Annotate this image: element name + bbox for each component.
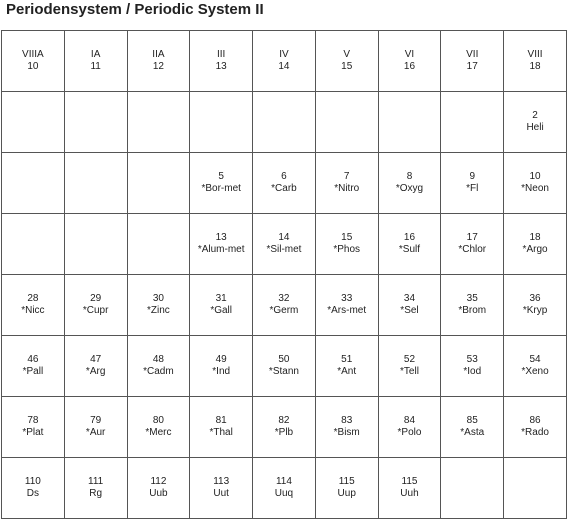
group-roman-label: VIII [527, 49, 543, 60]
atomic-number: 30 [152, 293, 164, 304]
element-name: *Aur [85, 427, 106, 438]
period-row [2, 214, 567, 275]
empty-cell [441, 458, 504, 519]
element-cell [315, 153, 378, 214]
element-cell [504, 336, 567, 397]
atomic-number: 53 [466, 354, 478, 365]
group-roman-label: IV [279, 49, 289, 60]
atomic-number: 111 [88, 476, 104, 487]
group-header-cell [2, 31, 65, 92]
element-cell [378, 275, 441, 336]
element-cell [190, 153, 253, 214]
group-number-label: 16 [403, 61, 416, 72]
element-cell [315, 336, 378, 397]
element-name: *Nicc [21, 305, 45, 316]
empty-cell [64, 153, 127, 214]
element-cell [253, 153, 316, 214]
element-name: *Zinc [147, 305, 170, 316]
element-name: *Chlor [458, 244, 487, 255]
element-name: *Neon [521, 183, 549, 194]
atomic-number: 110 [24, 476, 41, 487]
element-name: *Ars-met [327, 305, 367, 316]
group-header-cell [127, 31, 190, 92]
page-title: Periodensystem / Periodic System II [6, 1, 264, 18]
atomic-number: 13 [215, 232, 227, 243]
element-cell [504, 92, 567, 153]
element-cell [253, 458, 316, 519]
element-name: *Carb [271, 183, 297, 194]
element-name: Uub [149, 488, 168, 499]
atomic-number: 33 [341, 293, 353, 304]
element-name: *Iod [463, 366, 482, 377]
element-cell [253, 336, 316, 397]
element-cell [315, 214, 378, 275]
element-cell [441, 397, 504, 458]
periodic-table [1, 30, 567, 519]
element-name: *Xeno [521, 366, 549, 377]
empty-cell [2, 214, 65, 275]
element-cell [378, 153, 441, 214]
atomic-number: 115 [338, 476, 355, 487]
element-cell [2, 275, 65, 336]
element-name: Uut [213, 488, 229, 499]
group-number-label: 17 [466, 61, 478, 72]
element-name: *Oxyg [395, 183, 424, 194]
element-name: *Ant [337, 366, 357, 377]
element-cell [441, 336, 504, 397]
element-cell [127, 336, 190, 397]
element-cell [378, 458, 441, 519]
period-row [2, 336, 567, 397]
atomic-number: 7 [343, 171, 350, 182]
group-header-cell [441, 31, 504, 92]
atomic-number: 32 [278, 293, 290, 304]
element-name: *Plb [274, 427, 294, 438]
element-name: *Sil-met [266, 244, 302, 255]
group-header-cell [315, 31, 378, 92]
element-name: *Sulf [398, 244, 421, 255]
element-cell [315, 397, 378, 458]
group-roman-label: V [343, 49, 351, 60]
atomic-number: 86 [529, 415, 541, 426]
period-row [2, 275, 567, 336]
element-cell [378, 214, 441, 275]
group-roman-label: IIA [152, 49, 165, 60]
element-cell [315, 275, 378, 336]
element-cell [64, 336, 127, 397]
atomic-number: 36 [529, 293, 541, 304]
period-row [2, 458, 567, 519]
element-name: *Stann [268, 366, 299, 377]
element-name: *Argo [522, 244, 548, 255]
atomic-number: 6 [281, 171, 287, 182]
element-name: *Ind [212, 366, 231, 377]
empty-cell [253, 92, 316, 153]
group-roman-label: VII [466, 49, 479, 60]
element-cell [504, 275, 567, 336]
group-number-label: 12 [152, 61, 164, 72]
element-cell [127, 458, 190, 519]
element-name: *Bism [333, 427, 360, 438]
atomic-number: 16 [403, 232, 416, 243]
atomic-number: 31 [215, 293, 227, 304]
element-name: *Tell [400, 366, 419, 377]
atomic-number: 18 [529, 232, 541, 243]
group-header-cell [64, 31, 127, 92]
element-name: *Sel [400, 305, 419, 316]
atomic-number: 50 [278, 354, 290, 365]
atomic-number: 48 [152, 354, 164, 365]
element-cell [190, 458, 253, 519]
empty-cell [441, 92, 504, 153]
element-name: *Merc [145, 427, 172, 438]
element-name: *Alum-met [197, 244, 245, 255]
element-name: Heli [526, 122, 544, 133]
atomic-number: 113 [213, 476, 230, 487]
group-number-label: 11 [90, 61, 101, 72]
element-name: *Plat [22, 427, 44, 438]
atomic-number: 47 [90, 354, 102, 365]
atomic-number: 80 [152, 415, 164, 426]
empty-cell [378, 92, 441, 153]
element-cell [190, 214, 253, 275]
element-name: *Cupr [82, 305, 109, 316]
element-cell [127, 397, 190, 458]
atomic-number: 81 [215, 415, 227, 426]
element-cell [504, 397, 567, 458]
empty-cell [127, 92, 190, 153]
group-roman-label: VIIIA [22, 49, 44, 60]
atomic-number: 14 [278, 232, 290, 243]
element-cell [378, 336, 441, 397]
atomic-number: 82 [278, 415, 290, 426]
element-name: *Gall [210, 305, 233, 316]
element-cell [2, 458, 65, 519]
element-cell [2, 336, 65, 397]
atomic-number: 15 [341, 232, 353, 243]
element-name: *Cadm [143, 366, 174, 377]
period-row [2, 92, 567, 153]
atomic-number: 114 [275, 476, 292, 487]
element-cell [64, 458, 127, 519]
element-name: *Asta [460, 427, 485, 438]
element-name: *Thal [209, 427, 233, 438]
group-header-cell [253, 31, 316, 92]
empty-cell [127, 214, 190, 275]
element-name: Uuq [274, 488, 294, 499]
group-header-cell [378, 31, 441, 92]
atomic-number: 84 [403, 415, 416, 426]
empty-cell [64, 214, 127, 275]
element-cell [253, 397, 316, 458]
group-roman-label: IA [90, 49, 101, 60]
element-cell [378, 397, 441, 458]
atomic-number: 29 [90, 293, 102, 304]
atomic-number: 85 [466, 415, 478, 426]
element-name: Uup [337, 488, 356, 499]
group-roman-label: VI [404, 49, 415, 60]
atomic-number: 78 [27, 415, 39, 426]
element-name: *Arg [85, 366, 106, 377]
periodic-table-body [2, 31, 567, 519]
element-name: *Brom [458, 305, 487, 316]
empty-cell [2, 153, 65, 214]
element-name: *Phos [333, 244, 361, 255]
element-cell [64, 397, 127, 458]
group-roman-label: III [217, 49, 226, 60]
group-header-cell [190, 31, 253, 92]
empty-cell [64, 92, 127, 153]
element-cell [441, 153, 504, 214]
atomic-number: 2 [532, 110, 538, 121]
element-name: *Nitro [334, 183, 360, 194]
atomic-number: 9 [469, 171, 476, 182]
element-cell [253, 275, 316, 336]
element-name: *Fl [466, 183, 479, 194]
empty-cell [504, 458, 567, 519]
empty-cell [2, 92, 65, 153]
group-number-label: 18 [529, 61, 541, 72]
element-cell [504, 153, 567, 214]
atomic-number: 34 [403, 293, 416, 304]
atomic-number: 17 [466, 232, 478, 243]
atomic-number: 52 [403, 354, 416, 365]
group-number-label: 14 [278, 61, 290, 72]
group-number-label: 10 [27, 61, 39, 72]
atomic-number: 51 [341, 354, 353, 365]
element-name: *Rado [521, 427, 549, 438]
atomic-number: 10 [529, 171, 541, 182]
element-cell [190, 336, 253, 397]
group-header-cell [504, 31, 567, 92]
element-cell [190, 397, 253, 458]
element-name: Ds [26, 488, 39, 499]
atomic-number: 5 [218, 171, 224, 182]
element-cell [253, 214, 316, 275]
element-name: *Pall [22, 366, 44, 377]
element-cell [190, 275, 253, 336]
period-row [2, 397, 567, 458]
group-header-row [2, 31, 567, 92]
element-cell [2, 397, 65, 458]
empty-cell [127, 153, 190, 214]
atomic-number: 49 [215, 354, 227, 365]
element-name: Rg [89, 488, 103, 499]
element-cell [441, 214, 504, 275]
element-cell [64, 275, 127, 336]
element-name: *Bor-met [201, 183, 241, 194]
empty-cell [315, 92, 378, 153]
atomic-number: 112 [150, 476, 167, 487]
empty-cell [190, 92, 253, 153]
element-cell [504, 214, 567, 275]
atomic-number: 83 [341, 415, 353, 426]
atomic-number: 28 [27, 293, 39, 304]
atomic-number: 79 [90, 415, 102, 426]
element-name: *Kryp [522, 305, 548, 316]
element-name: *Germ [269, 305, 299, 316]
element-cell [441, 275, 504, 336]
element-cell [315, 458, 378, 519]
group-number-label: 13 [215, 61, 227, 72]
element-name: *Polo [397, 427, 422, 438]
atomic-number: 115 [401, 476, 418, 487]
element-name: Uuh [400, 488, 419, 499]
period-row [2, 153, 567, 214]
atomic-number: 54 [529, 354, 541, 365]
group-number-label: 15 [341, 61, 353, 72]
atomic-number: 8 [406, 171, 413, 182]
atomic-number: 46 [27, 354, 39, 365]
atomic-number: 35 [466, 293, 478, 304]
element-cell [127, 275, 190, 336]
